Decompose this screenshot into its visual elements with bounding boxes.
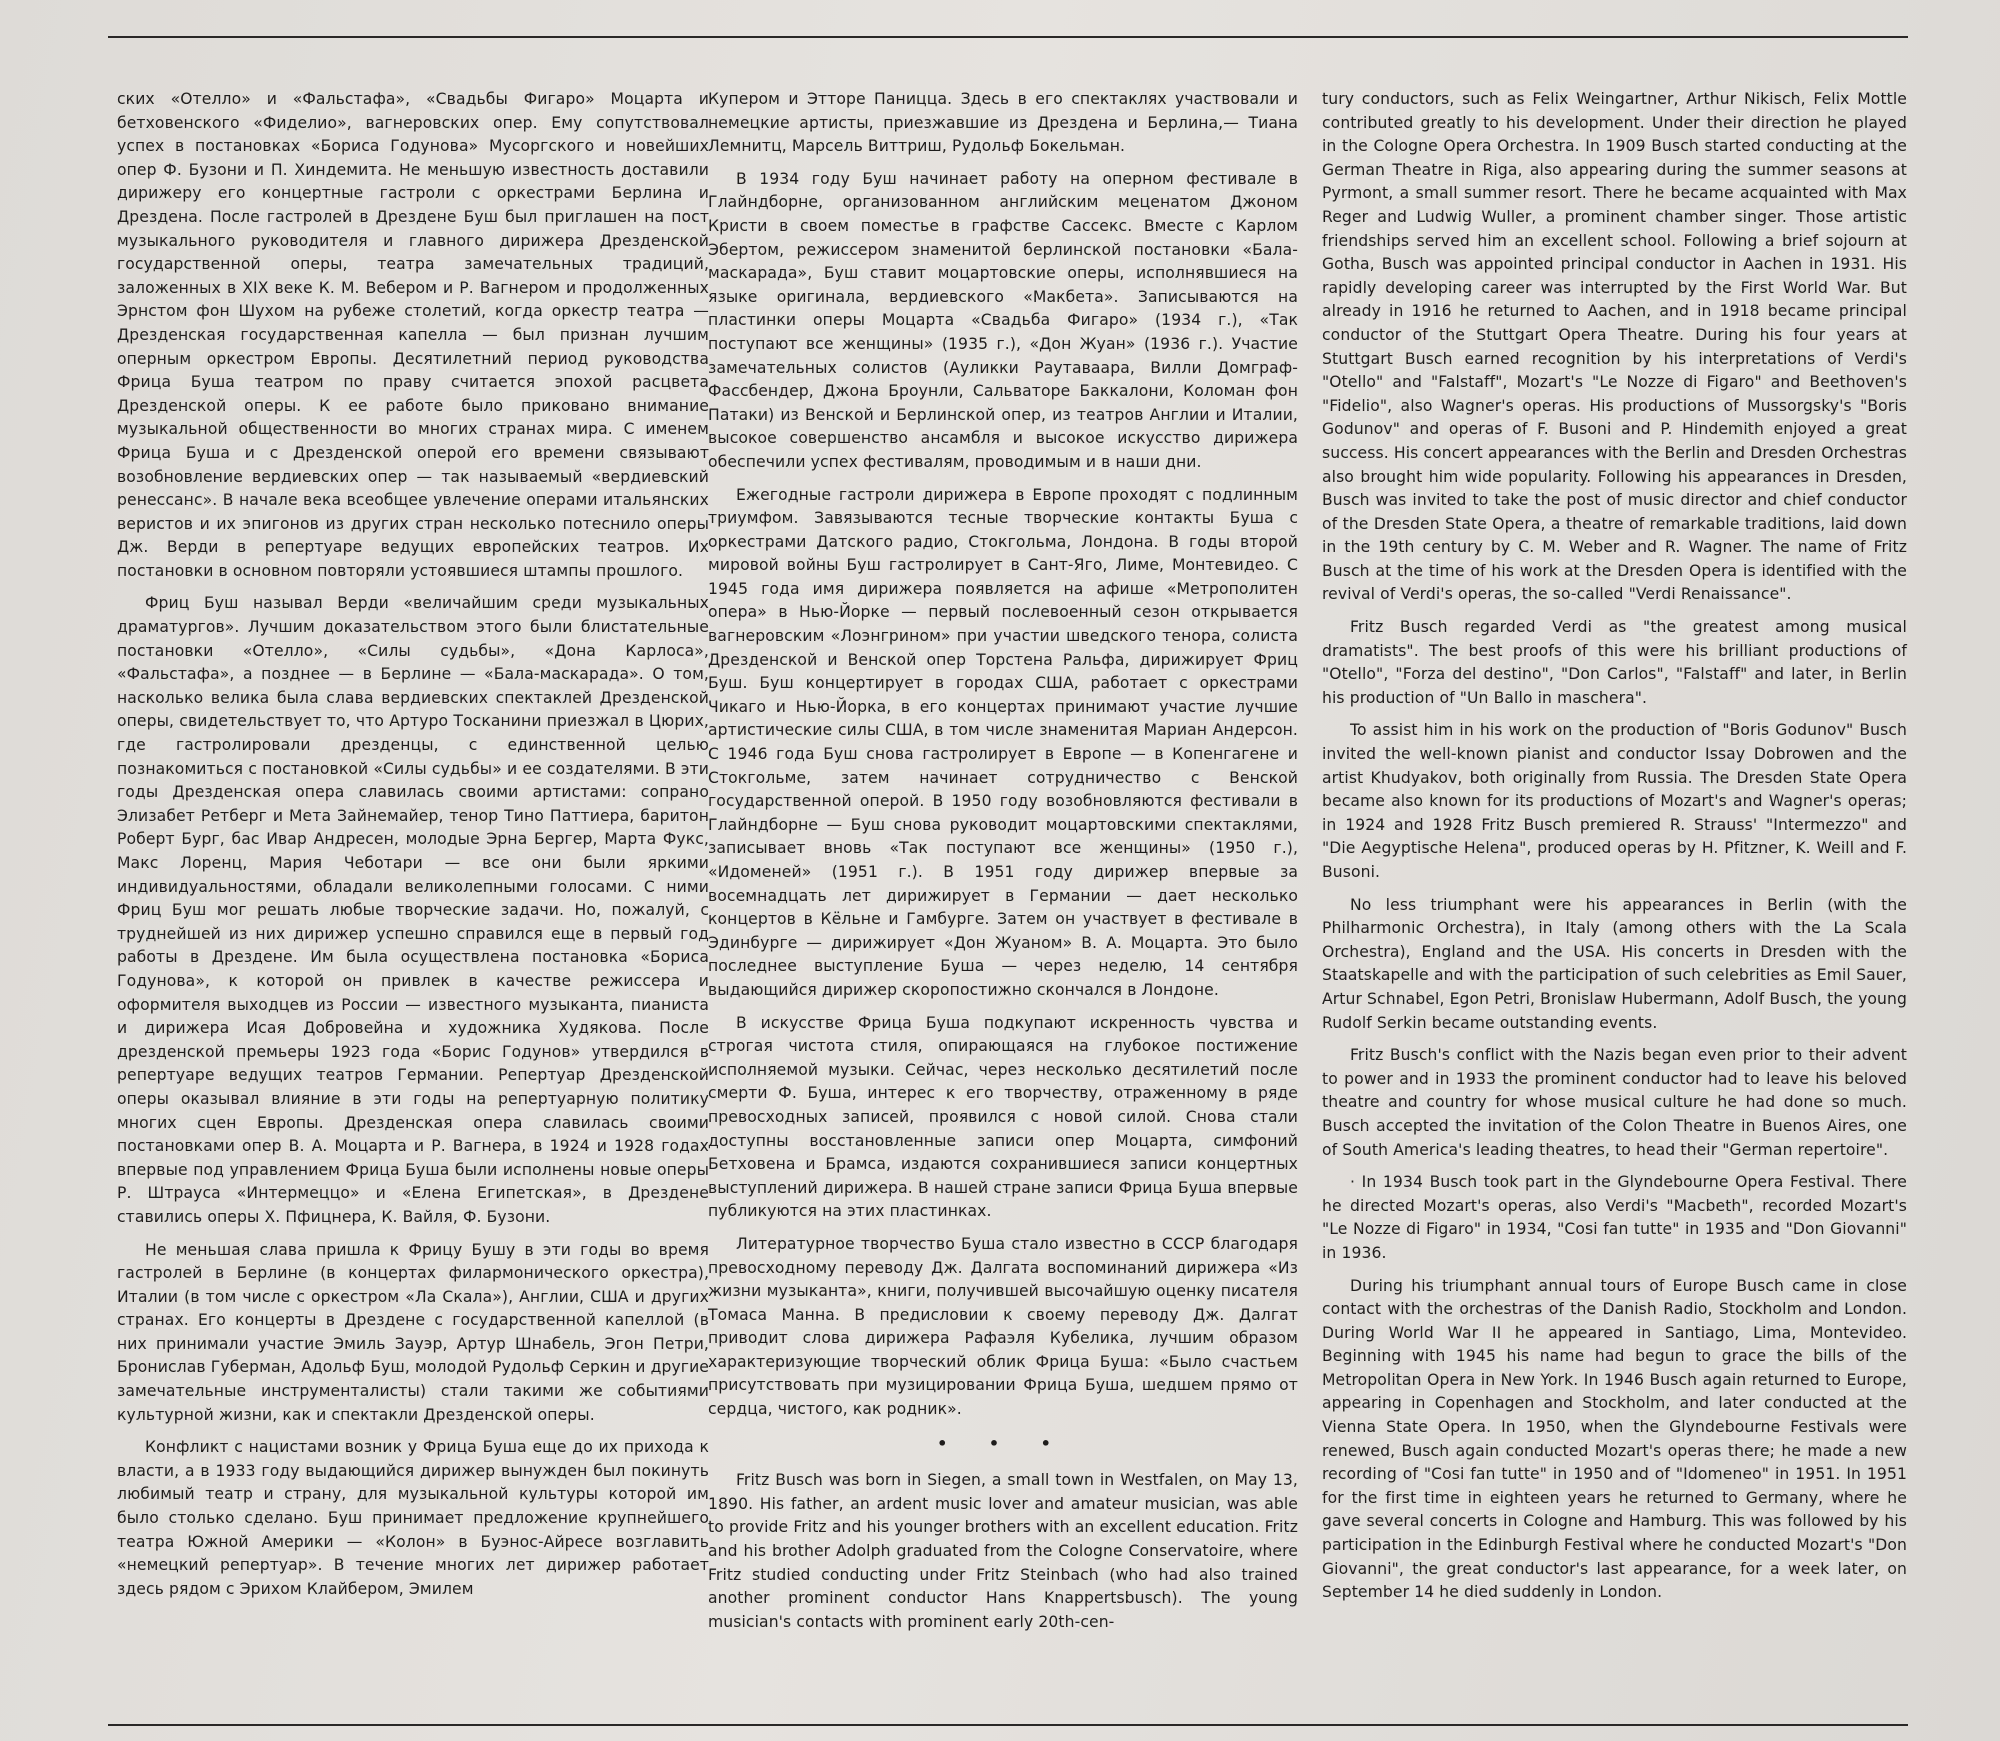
- paragraph: Конфликт с нацистами возник у Фрица Буша еще до их прихода к власти, а в 1933 году выдающийся дирижер вынужден был покинуть любимый театр и страну, для музыкальной культуры которой им было столько сделано. Буш принимает предложение крупнейшего театра Южной Америки — «Колон» в Буэнос-Айресе возглавить «немецкий репертуар». В течение многих лет дирижер работает здесь рядом с Эрихом Клайбером, Эмилем: [117, 1438, 709, 1598]
- paragraph: В 1934 году Буш начинает работу на оперном фестивале в Глайндборне, организованном английским меценатом Джоном Кристи в своем поместье в графстве Сассекс. Вместе с Карлом Эбертом, режиссером знаменитой берлинской постановки «Бала-маскарада», Буш ставит моцартовские оперы, исполнявшиеся на языке оригинала, вердиевского «Макбета». Записываются на пластинки оперы Моцарта «Свадьба Фигаро» (1934 г.), «Так поступают все женщины» (1935 г.), «Дон Жуан» (1936 г.). Участие замечательных солистов (Ауликки Раутаваара, Вилли Домграф-Фассбендер, Джона Броунли, Сальваторе Баккалони, Коломан фон Патаки) из Венской и Берлинской опер, из театров Англии и Италии, высокое совершенство ансамбля и высокое искусство дирижера обеспечили успех фестивалям, проводимым и в наши дни.: [708, 169, 1298, 471]
- paragraph: Купером и Этторе Паницца. Здесь в его спектаклях участвовали и немецкие артисты, приезжавшие из Дрездена и Берлина,— Тиана Лемнитц, Марсель Виттриш, Рудольф Бокельман.: [708, 90, 1298, 156]
- section-separator: • • •: [937, 1433, 1069, 1453]
- paragraph: Фриц Буш называл Верди «величайшим среди музыкальных драматургов». Лучшим доказательством этого были блистательные постановки «Отелло», «Силы судьбы», «Дона Карлоса», «Фальстафа», а позднее — в Берлине — «Бала-маскарада». О том, насколько велика была слава вердиевских спектаклей Дрезденской оперы, свидетельствует то, что Артуро Тосканини приезжал в Цюрих, где гастролировали дрезденцы, с единственной целью познакомиться с постановкой «Силы судьбы» и ее создателями. В эти годы Дрезденская опера славилась своими артистами: сопрано Элизабет Ретберг и Мета Зайнемайер, тенор Тино Паттиера, баритон Роберт Бург, бас Ивар Андресен, молодые Эрна Бергер, Марта Фукс, Макс Лоренц, Мария Чеботари — все они были яркими индивидуальностями, обладали великолепными голосами. С ними Фриц Буш мог решать любые творческие задачи. Но, пожалуй, с труднейшей из них дирижер успешно справился еще в первый год работы в Дрездене. Им была осуществлена постановка «Бориса Годунова», к которой он привлек в качестве режиссера и оформителя выходцев из России — известного музыканта, пианиста и дирижера Исая Добровейна и художника Худякова. После дрезденской премьеры 1923 года «Борис Годунов» утвердился в репертуаре ведущих театров Германии. Репертуар Дрезденской оперы оказывал влияние в эти годы на репертуарную политику многих сцен Европы. Дрезденская опера славилась своими постановками опер В. А. Моцарта и Р. Вагнера, в 1924 и 1928 годах впервые под управлением Фрица Буша были исполнены новые оперы Р. Штрауса «Интермеццо» и «Елена Египетская», в Дрездене ставились оперы Х. Пфицнера, К. Вайля, Ф. Бузони.: [117, 594, 709, 1226]
- top-rule: [108, 36, 1908, 38]
- paragraph: Литературное творчество Буша стало известно в СССР благодаря превосходному переводу Дж. Далгата воспоминаний дирижера «Из жизни музыканта», книги, получившей высочайшую оценку писателя Томаса Манна. В предисловии к своему переводу Дж. Далгат приводит слова дирижера Рафаэля Кубелика, лучшим образом характеризующие творческий облик Фрица Буша: «Было счастьем присутствовать при музицировании Фрица Буша, шедшем прямо от сердца, чистого, как родник».: [708, 1234, 1298, 1419]
- paragraph: Fritz Busch's conflict with the Nazis began even prior to their advent to power and in 1933 the prominent conductor had to leave his beloved theatre and country for whose musical culture he had done so much. Busch accepted the invitation of the Colon Theatre in Buenos Aires, one of South America's leading theatres, to head their "German repertoire".: [1322, 1046, 1907, 1159]
- paragraph: Fritz Busch regarded Verdi as "the greatest among musical dramatists". The best proofs of this were his brilliant productions of "Otello", "Forza del destino", "Don Carlos", "Falstaff" and later, in Berlin his production of "Un Ballo in maschera".: [1322, 618, 1907, 707]
- paragraph: To assist him in his work on the production of "Boris Godunov" Busch invited the well-known pianist and conductor Issay Dobrowen and the artist Khudyakov, both originally from Russia. The Dresden State Opera became also known for its productions of Mozart's and Wagner's operas; in 1924 and 1928 Fritz Busch premiered R. Strauss' "Intermezzo" and "Die Aegyptische Helena", produced operas by H. Pfitzner, K. Weill and F. Busoni.: [1322, 721, 1907, 881]
- russian-text-column-1: [117, 88, 709, 1610]
- english-text-column-3: [1322, 88, 1907, 1614]
- bottom-rule: [108, 1724, 1908, 1726]
- paragraph: Не меньшая слава пришла к Фрицу Бушу в эти годы во время гастролей в Берлине (в концертах филармонического оркестра), Италии (в том числе с оркестром «Ла Скала»), Англии, США и других странах. Его концерты в Дрездене с государственной капеллой (в них принимали участие Эмиль Зауэр, Артур Шнабель, Эгон Петри, Бронислав Губерман, Адольф Буш, молодой Рудольф Серкин и другие замечательные инструменталисты) стали такими же событиями культурной жизни, как и спектакли Дрезденской оперы.: [117, 1240, 709, 1424]
- paragraph: ских «Отелло» и «Фальстафа», «Свадьбы Фигаро» Моцарта и бетховенского «Фиделио», вагнеровских опер. Ему сопутствовал успех в постановках «Бориса Годунова» Мусоргского и новейших опер Ф. Бузони и П. Хиндемита. Не меньшую известность доставили дирижеру его концертные гастроли с оркестрами Берлина и Дрездена. После гастролей в Дрездене Буш был приглашен на пост музыкального руководителя и главного дирижера Дрезденской государственной оперы, театра замечательных традиций, заложенных в XIX веке К. М. Вебером и Р. Вагнером и продолженных Эрнстом фон Шухом на рубеже столетий, когда оркестр театра — Дрезденская государственная капелла — был признан лучшим оперным оркестром Европы. Десятилетний период руководства Фрица Буша театром по праву считается эпохой расцвета Дрезденской оперы. К ее работе было приковано внимание музыкальной общественности во многих странах мира. С именем Фрица Буша и с Дрезденской оперой его времени связывают возобновление вердиевских опер — так называемый «вердиевский ренессанс». В начале века всеобщее увлечение операми итальянских веристов и их эпигонов из других стран несколько потеснило оперы Дж. Верди в репертуаре ведущих европейских театров. Их постановки в основном повторяли устоявшиеся штампы прошлого.: [117, 90, 709, 580]
- paragraph: No less triumphant were his appearances in Berlin (with the Philharmonic Orchestra), in Italy (among others with the La Scala Orchestra), England and the USA. His concerts in Dresden with the Staatskapelle and with the participation of such celebrities as Emil Sauer, Artur Schnabel, Egon Petri, Bronislaw Hubermann, Adolf Busch, the young Rudolf Serkin became outstanding events.: [1322, 895, 1907, 1032]
- paragraph: Ежегодные гастроли дирижера в Европе проходят с подлинным триумфом. Завязываются тесные творческие контакты Буша с оркестрами Датского радио, Стокгольма, Лондона. В годы второй мировой войны Буш гастролирует в Сант-Яго, Лиме, Монтевидео. С 1945 года имя дирижера появляется на афише «Метрополитен опера» в Нью-Йорке — первый послевоенный сезон открывается вагнеровским «Лоэнгрином» при участии шведского тенора, солиста Дрезденской и Венской опер Торстена Ральфа, дирижирует Фриц Буш. Буш концертирует в городах США, работает с оркестрами Чикаго и Нью-Йорка, в его концертах принимают участие лучшие артистические силы США, в том числе знаменитая Мариан Андерсон. С 1946 года Буш снова гастролирует в Европе — в Копенгагене и Стокгольме, затем начинает сотрудничество с Венской государственной оперой. В 1950 году возобновляются фестивали в Глайндборне — Буш снова руководит моцартовскими спектаклями, записывает вновь «Так поступают все женщины» (1950 г.), «Идоменей» (1951 г.). В 1951 году дирижер впервые за восемнадцать лет дирижирует в Германии — дает несколько концертов в Кёльне и Гамбурге. Затем он участвует в фестивале в Эдинбурге — дирижирует «Дон Жуаном» В. А. Моцарта. Это было последнее выступление Буша — через неделю, 14 сентября выдающийся дирижер скоропостижно скончался в Лондоне.: [708, 485, 1298, 999]
- mixed-text-column-2: [708, 88, 1298, 1643]
- paragraph: · In 1934 Busch took part in the Glyndebourne Opera Festival. There he directed Mozart's operas, also Verdi's "Macbeth", recorded Mozart's "Le Nozze di Figaro" in 1934, "Cosi fan tutte" in 1935 and "Don Giovanni" in 1936.: [1322, 1173, 1907, 1262]
- paragraph: During his triumphant annual tours of Europe Busch came in close contact with the orchestras of the Danish Radio, Stockholm and London. During World War II he appeared in Santiago, Lima, Montevideo. Beginning with 1945 his name had begun to grace the bills of the Metropolitan Opera in New York. In 1946 Busch again returned to Europe, appearing in Copenhagen and Stockholm, and later conducted at the Vienna State Opera. In 1950, when the Glyndebourne Festivals were renewed, Busch again conducted Mozart's operas there; he made a new recording of "Cosi fan tutte" in 1950 and of "Idomeneo" in 1951. In 1951 for the first time in eighteen years he returned to Germany, where he gave several concerts in Cologne and Hamburg. This was followed by his participation in the Edinburgh Festival where he conducted Mozart's "Don Giovanni", the great conductor's last appearance, for a week later, on September 14 he died suddenly in London.: [1322, 1276, 1907, 1602]
- paragraph: Fritz Busch was born in Siegen, a small town in Westfalen, on May 13, 1890. His father, an ardent music lover and amateur musician, was able to provide Fritz and his younger brothers with an excellent education. Fritz and his brother Adolph graduated from the Cologne Conservatoire, where Fritz studied conducting under Fritz Steinbach (who had also trained another prominent conductor Hans Knappertsbusch). The young musician's contacts with prominent early 20th-cen-: [708, 1471, 1298, 1631]
- paragraph: tury conductors, such as Felix Weingartner, Arthur Nikisch, Felix Mottle contributed greatly to his development. Under their direction he played in the Cologne Opera Orchestra. In 1909 Busch started conducting at the German Theatre in Riga, also appearing during the summer seasons at Pyrmont, a small summer resort. There he became acquainted with Max Reger and Ludwig Wuller, a prominent chamber singer. Those artistic friendships served him an excellent school. Following a brief sojourn at Gotha, Busch was appointed principal conductor in Aachen in 1931. His rapidly developing career was interrupted by the First World War. But already in 1916 he returned to Aachen, and in 1918 became principal conductor of the Stuttgart Opera Theatre. During his four years at Stuttgart Busch earned recognition by his interpretations of Verdi's "Otello" and "Falstaff", Mozart's "Le Nozze di Figaro" and Beethoven's "Fidelio", also Wagner's operas. His productions of Mussorgsky's "Boris Godunov" and operas of F. Busoni and P. Hindemith enjoyed a great success. His concert appearances with the Berlin and Dresden Orchestras also brought him wide popularity. Following his appearances in Dresden, Busch was invited to take the post of music director and chief conductor of the Dresden State Opera, a theatre of remarkable traditions, laid down in the 19th century by C. M. Weber and R. Wagner. The name of Fritz Busch at the time of his work at the Dresden Opera is identified with the revival of Verdi's operas, the so-called "Verdi Renaissance".: [1322, 90, 1907, 604]
- paragraph: В искусстве Фрица Буша подкупают искренность чувства и строгая чистота стиля, опирающаяся на глубокое постижение исполняемой музыки. Сейчас, через несколько десятилетий после смерти Ф. Буша, интерес к его творчеству, отраженному в ряде превосходных записей, проявился с новой силой. Снова стали доступны восстановленные записи опер Моцарта, симфоний Бетховена и Брамса, издаются сохранившиеся записи концертных выступлений дирижера. В нашей стране записи Фрица Буша впервые публикуются на этих пластинках.: [708, 1013, 1298, 1221]
